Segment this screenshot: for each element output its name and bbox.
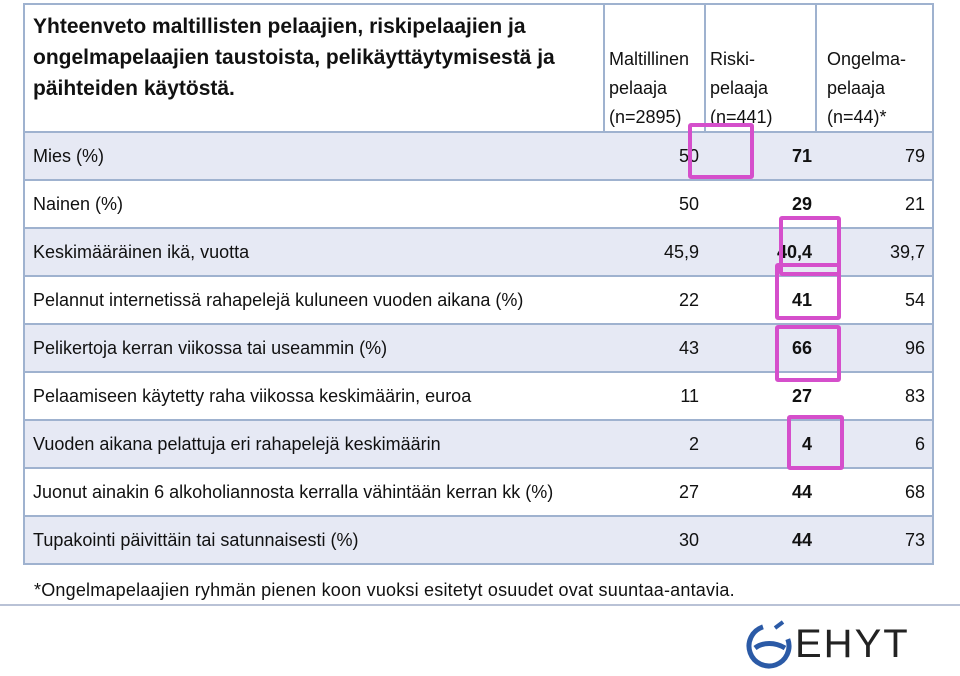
ehyt-logo — [745, 620, 920, 670]
divider — [0, 604, 960, 606]
column-header-line: pelaaja — [609, 78, 668, 98]
value-riski: 29 — [791, 193, 812, 214]
value-maltillinen: 43 — [678, 337, 699, 358]
value-ongelma: 73 — [904, 529, 925, 550]
value-ongelma: 79 — [904, 145, 925, 166]
table-row — [25, 227, 932, 275]
title-line: ongelmapelaajien taustoista, pelikäyttäytymisestä ja — [33, 46, 555, 69]
value-ongelma: 39,7 — [889, 241, 925, 262]
logo-text: EHYT — [795, 622, 910, 666]
table-row — [25, 179, 932, 227]
value-riski: 44 — [791, 481, 812, 502]
table-title — [25, 5, 603, 131]
column-header-line: Riski- — [710, 49, 755, 69]
row-label: Tupakointi päivittäin tai satunnaisesti (%) — [33, 529, 359, 550]
column-header-line: Maltillinen — [609, 49, 690, 69]
table-row — [25, 371, 932, 419]
value-riski: 44 — [791, 529, 812, 550]
table-header — [25, 5, 932, 131]
table-row — [25, 419, 932, 467]
value-riski: 4 — [801, 433, 812, 454]
row-label: Pelaamiseen käytetty raha viikossa keskimäärin, euroa — [33, 385, 472, 406]
value-ongelma: 54 — [904, 289, 925, 310]
row-label: Mies (%) — [33, 145, 104, 166]
value-riski: 41 — [791, 289, 812, 310]
row-label: Keskimääräinen ikä, vuotta — [33, 241, 250, 262]
column-header-line: (n=2895) — [609, 107, 682, 127]
row-label: Pelannut internetissä rahapelejä kuluneen vuoden aikana (%) — [33, 289, 524, 310]
value-maltillinen: 11 — [680, 385, 699, 406]
value-ongelma: 83 — [904, 385, 925, 406]
column-header-line: pelaaja — [710, 78, 769, 98]
column-header-line: Ongelma- — [827, 49, 907, 69]
title-line: Yhteenveto maltillisten pelaajien, riskipelaajien ja — [33, 15, 526, 38]
title-line: päihteiden käytöstä. — [33, 77, 235, 100]
summary-table — [23, 3, 934, 565]
column-header-line: pelaaja — [827, 78, 886, 98]
value-riski: 66 — [791, 337, 812, 358]
value-riski: 71 — [791, 145, 812, 166]
value-riski: 40,4 — [776, 241, 812, 262]
row-label: Juonut ainakin 6 alkoholiannosta kerralla vähintään kerran kk (%) — [33, 481, 554, 502]
row-label: Vuoden aikana pelattuja eri rahapelejä keskimäärin — [33, 433, 441, 454]
table-row — [25, 467, 932, 515]
row-label: Nainen (%) — [33, 193, 124, 214]
value-ongelma: 96 — [904, 337, 925, 358]
row-label: Pelikertoja kerran viikossa tai useammin (%) — [33, 337, 388, 358]
table-row — [25, 131, 932, 179]
value-maltillinen: 2 — [688, 433, 699, 454]
value-ongelma: 6 — [914, 433, 925, 454]
footnote: *Ongelmapelaajien ryhmän pienen koon vuoksi esitetyt osuudet ovat suuntaa-antavia. — [34, 580, 735, 600]
column-header-ongelma — [815, 5, 932, 131]
value-riski: 27 — [791, 385, 812, 406]
column-header-riski — [704, 5, 815, 131]
table-row — [25, 275, 932, 323]
value-maltillinen: 45,9 — [663, 241, 699, 262]
value-maltillinen: 30 — [678, 529, 699, 550]
value-ongelma: 21 — [904, 193, 925, 214]
column-header-line: (n=441) — [710, 107, 773, 127]
column-header-maltillinen — [603, 5, 704, 131]
value-maltillinen: 50 — [678, 145, 699, 166]
column-header-line: (n=44)* — [827, 107, 887, 127]
value-maltillinen: 27 — [678, 481, 699, 502]
value-ongelma: 68 — [904, 481, 925, 502]
table-row — [25, 515, 932, 563]
value-maltillinen: 50 — [678, 193, 699, 214]
table-row — [25, 323, 932, 371]
value-maltillinen: 22 — [678, 289, 699, 310]
